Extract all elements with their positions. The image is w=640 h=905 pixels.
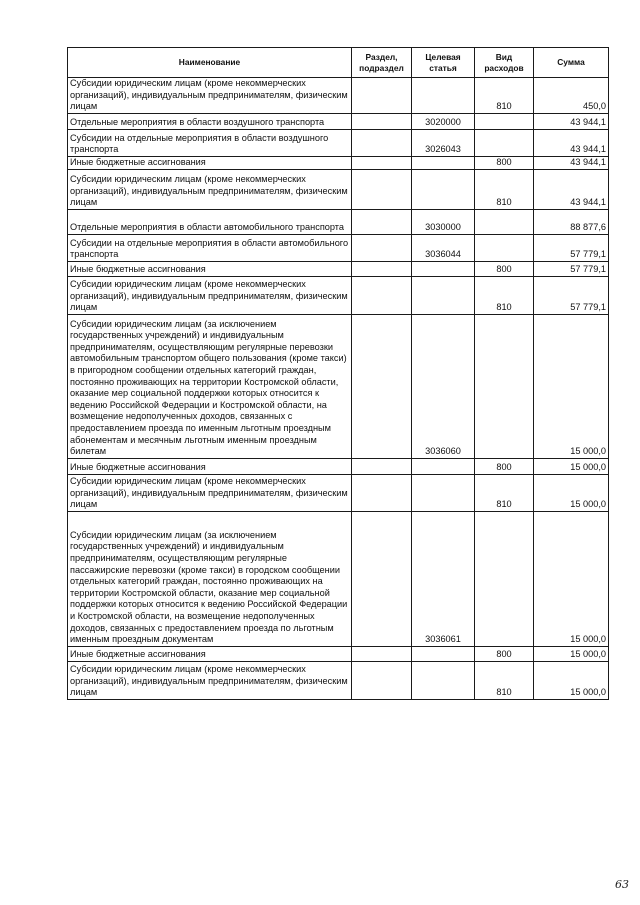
row-sum: 57 779,1 xyxy=(534,234,609,261)
header-name: Наименование xyxy=(68,48,352,78)
row-type: 800 xyxy=(475,156,534,169)
row-sum: 15 000,0 xyxy=(534,661,609,699)
row-name: Иные бюджетные ассигнования xyxy=(68,458,352,474)
row-section xyxy=(352,209,412,234)
row-sum: 15 000,0 xyxy=(534,314,609,458)
row-name: Иные бюджетные ассигнования xyxy=(68,646,352,661)
row-target: 3030000 xyxy=(412,209,475,234)
row-section xyxy=(352,234,412,261)
row-target xyxy=(412,78,475,114)
row-sum: 43 944,1 xyxy=(534,169,609,209)
row-name: Субсидии юридическим лицам (кроме некоммерческих организаций), индивидуальным предпринимателям, физическим лицам xyxy=(68,661,352,699)
table-row xyxy=(68,314,609,458)
row-section xyxy=(352,458,412,474)
row-target xyxy=(412,156,475,169)
row-type: 800 xyxy=(475,646,534,661)
row-section xyxy=(352,129,412,156)
row-sum: 15 000,0 xyxy=(534,474,609,511)
table-row xyxy=(68,156,609,169)
row-name: Субсидии на отдельные мероприятия в области воздушного транспорта xyxy=(68,129,352,156)
row-type: 800 xyxy=(475,261,534,276)
row-section xyxy=(352,78,412,114)
row-section xyxy=(352,314,412,458)
row-name: Субсидии юридическим лицам (кроме некоммерческих организаций), индивидуальным предпринимателям, физическим лицам xyxy=(68,169,352,209)
table-row xyxy=(68,511,609,646)
row-target xyxy=(412,276,475,314)
table-row xyxy=(68,234,609,261)
row-sum: 43 944,1 xyxy=(534,113,609,129)
page-number: 63 xyxy=(615,878,629,891)
row-name: Иные бюджетные ассигнования xyxy=(68,156,352,169)
row-section xyxy=(352,511,412,646)
table-row xyxy=(68,646,609,661)
header-target: Целевая статья xyxy=(412,48,475,78)
row-section xyxy=(352,169,412,209)
table-row xyxy=(68,78,609,114)
table-row xyxy=(68,474,609,511)
table-row xyxy=(68,169,609,209)
row-target: 3036060 xyxy=(412,314,475,458)
row-type xyxy=(475,129,534,156)
row-target xyxy=(412,646,475,661)
row-sum: 57 779,1 xyxy=(534,261,609,276)
table-header-row xyxy=(68,48,609,78)
row-type: 810 xyxy=(475,169,534,209)
row-type xyxy=(475,113,534,129)
row-target xyxy=(412,169,475,209)
row-name: Иные бюджетные ассигнования xyxy=(68,261,352,276)
row-name: Субсидии на отдельные мероприятия в области автомобильного транспорта xyxy=(68,234,352,261)
table-row xyxy=(68,458,609,474)
row-name: Отдельные мероприятия в области воздушного транспорта xyxy=(68,113,352,129)
row-name: Отдельные мероприятия в области автомобильного транспорта xyxy=(68,209,352,234)
row-name: Субсидии юридическим лицам (кроме некоммерческих организаций), индивидуальным предпринимателям, физическим лицам xyxy=(68,78,352,114)
row-type: 810 xyxy=(475,661,534,699)
row-type xyxy=(475,234,534,261)
table-row xyxy=(68,113,609,129)
row-target: 3036061 xyxy=(412,511,475,646)
row-name: Субсидии юридическим лицам (за исключением государственных учреждений) и индивидуальным предпринимателям, осуществляющим регулярные перевозки автомобильным транспортом общего пользования (кроме такси) в пригородном сообщении отдельных категорий граждан, постоянно проживающих на территории Костромской области, оказание мер социальной поддержки которых относится к ведению Российской Федерации и Костромской области, на возмещение недополученных доходов, связанных с предоставлением проезда по именным льготным проездным абонементам и месячным льготным именным проездным билетам xyxy=(68,314,352,458)
row-section xyxy=(352,113,412,129)
row-name: Субсидии юридическим лицам (кроме некоммерческих организаций), индивидуальным предпринимателям, физическим лицам xyxy=(68,276,352,314)
table-row xyxy=(68,129,609,156)
row-sum: 43 944,1 xyxy=(534,156,609,169)
row-section xyxy=(352,156,412,169)
row-name: Субсидии юридическим лицам (за исключением государственных учреждений) и индивидуальным предпринимателям, осуществляющим регулярные пассажирские перевозки (кроме такси) в городском сообщении отдельных категорий граждан, постоянно проживающих на территории Костромской области, оказание мер социальной поддержки которых относится к ведению Российской Федерации и Костромской области, на возмещение недополученных доходов, связанных с предоставлением проезда по льготным именным проездным документам xyxy=(68,511,352,646)
row-sum: 450,0 xyxy=(534,78,609,114)
row-sum: 57 779,1 xyxy=(534,276,609,314)
row-sum: 15 000,0 xyxy=(534,646,609,661)
row-type xyxy=(475,314,534,458)
row-sum: 15 000,0 xyxy=(534,511,609,646)
row-section xyxy=(352,276,412,314)
header-sum: Сумма xyxy=(534,48,609,78)
row-target xyxy=(412,474,475,511)
row-section xyxy=(352,646,412,661)
row-type xyxy=(475,511,534,646)
row-section xyxy=(352,661,412,699)
row-target: 3036044 xyxy=(412,234,475,261)
row-type: 810 xyxy=(475,276,534,314)
row-target xyxy=(412,261,475,276)
header-type: Вид расходов xyxy=(475,48,534,78)
row-type xyxy=(475,209,534,234)
row-type: 810 xyxy=(475,78,534,114)
header-section: Раздел, подраздел xyxy=(352,48,412,78)
row-sum: 15 000,0 xyxy=(534,458,609,474)
row-type: 810 xyxy=(475,474,534,511)
table-row xyxy=(68,276,609,314)
row-target xyxy=(412,661,475,699)
table-row xyxy=(68,261,609,276)
row-sum: 88 877,6 xyxy=(534,209,609,234)
row-target: 3020000 xyxy=(412,113,475,129)
row-target xyxy=(412,458,475,474)
table-row xyxy=(68,209,609,234)
row-section xyxy=(352,474,412,511)
row-type: 800 xyxy=(475,458,534,474)
row-name: Субсидии юридическим лицам (кроме некоммерческих организаций), индивидуальным предпринимателям, физическим лицам xyxy=(68,474,352,511)
table-row xyxy=(68,661,609,699)
budget-table xyxy=(67,47,609,700)
row-section xyxy=(352,261,412,276)
row-sum: 43 944,1 xyxy=(534,129,609,156)
row-target: 3026043 xyxy=(412,129,475,156)
